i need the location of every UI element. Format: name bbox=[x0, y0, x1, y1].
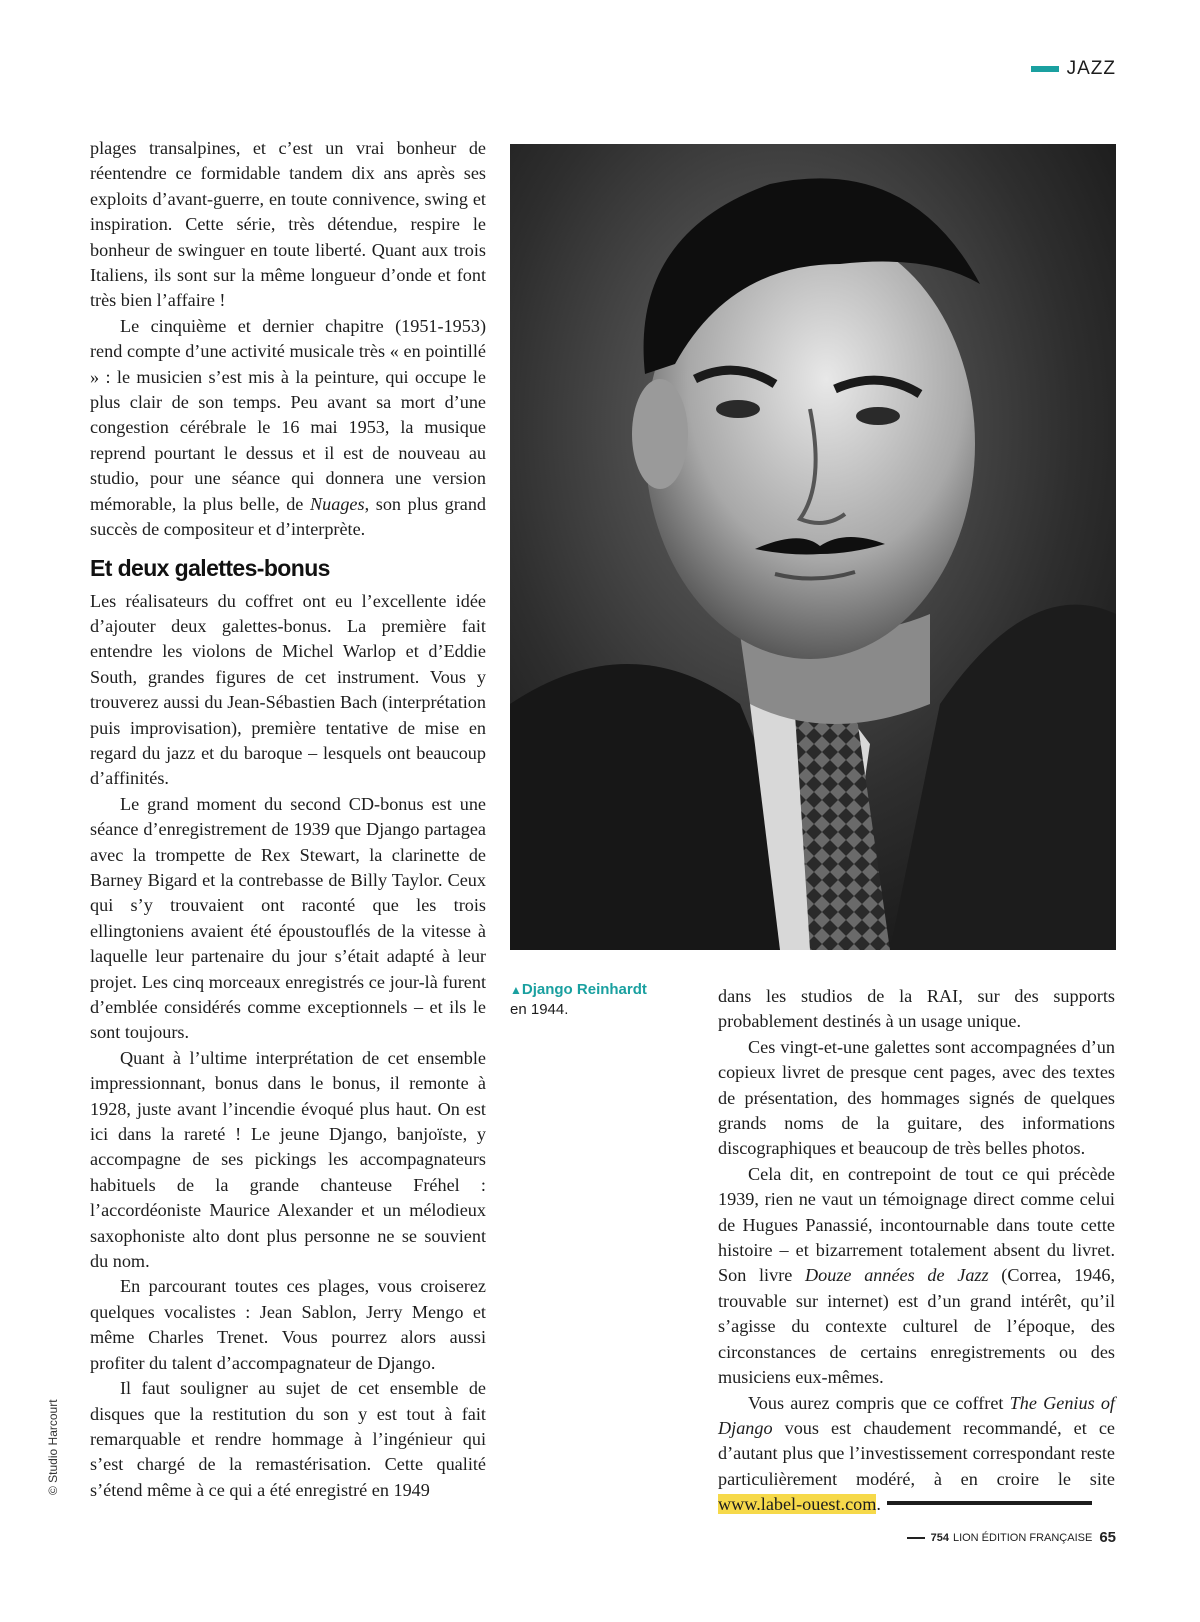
website-link[interactable]: www.label-ouest.com bbox=[718, 1494, 877, 1515]
paragraph: Il faut souligner au sujet de cet ensemble de disques que la restitution du son y est tout à fait remarquable et rendre hommage à l’ingénieur qui s’est chargé de la remastérisation. Cette qualité s’étend même à ce qui a été enregistré en 1949 bbox=[90, 1378, 486, 1500]
section-tag bbox=[1031, 58, 1116, 80]
portrait-illustration bbox=[510, 144, 1116, 950]
photo-caption bbox=[510, 980, 710, 1020]
footer-dash bbox=[907, 1537, 925, 1539]
triangle-up-icon: ▲ bbox=[510, 983, 522, 997]
text-run: vous est chaudement recommandé, et ce d’autant plus que l’investissement correspondant reste particulièrement modéré, à en croire le site bbox=[718, 1417, 1115, 1489]
paragraph: Ces vingt-et-une galettes sont accompagnées d’un copieux livret de presque cent pages, avec des textes de présentation, des hommages signés de quelques grands noms de la guitare, des informations discographiques et beaucoup de très belles photos. bbox=[718, 1036, 1115, 1159]
text-run: Le cinquième et dernier chapitre (1951-1953) rend compte d’une activité musicale très « en pointillé » : le musicien s’est mis à la peinture, qui occupe le plus clair de son temps. Peu avant sa mort d’une congestion cérébrale le 16 mai 1953, la musique reprend pourtant le dessus et il est de nouveau au studio, pour une séance qui donnera une version mémorable, la plus belle, de bbox=[90, 315, 486, 514]
section-accent-bar bbox=[1031, 66, 1059, 72]
paragraph: Quant à l’ultime interprétation de cet ensemble impressionnant, bonus dans le bonus, il remonte à 1928, juste avant l’incendie évoqué plus haut. On est ici dans la rareté ! Le jeune Django, banjoïste, y accompagne de ses pickings les accompagnateurs habituels de la grande chanteuse Fréhel : l’accordéoniste Maurice Alexander et un mélodieux saxophoniste alto dont plus personne ne se souvient du nom. bbox=[90, 1047, 486, 1272]
paragraph: plages transalpines, et c’est un vrai bonheur de réentendre ce formidable tandem dix ans après ses exploits d’avant-guerre, en toute connivence, swing et inspiration. Cette série, très détendue, respire le bonheur de swinguer en toute liberté. Quant aux trois Italiens, ils sont sur la même longueur d’onde et font très bien l’affaire ! bbox=[90, 138, 486, 311]
text-run: Vous aurez compris que ce coffret bbox=[748, 1392, 1010, 1413]
caption-date: en 1944. bbox=[510, 1001, 569, 1018]
italic-title: Nuages bbox=[310, 493, 365, 514]
page-footer bbox=[907, 1529, 1116, 1546]
text-run: , son plus grand succès de compositeur et d’interprète. bbox=[90, 493, 487, 540]
text-run: Cela dit, en contrepoint de tout ce qui précède 1939, rien ne vaut un témoignage direct comme celui de Hugues Panassié, incontournable dans toute cette histoire – et bizarrement totalement absent du livret. Son livre bbox=[718, 1163, 1115, 1286]
paragraph: Le grand moment du second CD-bonus est une séance d’enregistrement de 1939 que Django partagea avec la trompette de Rex Stewart, la clarinette de Barney Bigard et la contrebasse de Billy Taylor. Ceux qui s’y trouvaient ont raconté que les trois ellingtoniens avaient été époustouflés de la vitesse à laquelle leur partenaire du jour s’était adapté à leur projet. Les cinq morceaux enregistrés ce jour-là furent d’emblée considérés comme exceptionnels – et ils le sont toujours. bbox=[90, 793, 486, 1043]
paragraph: dans les studios de la RAI, sur des supports probablement destinés à un usage unique. bbox=[718, 986, 1115, 1032]
page-number: 65 bbox=[1099, 1529, 1116, 1546]
paragraph: En parcourant toutes ces plages, vous croiserez quelques vocalistes : Jean Sablon, Jerry Mengo et même Charles Trenet. Vous pourrez alors aussi profiter du talent d’accompagnateur de Django. bbox=[90, 1276, 486, 1373]
text-run: . bbox=[876, 1494, 881, 1515]
paragraph bbox=[718, 1391, 1115, 1518]
issue-number: 754 bbox=[930, 1531, 949, 1544]
section-heading: Et deux galettes-bonus bbox=[90, 554, 330, 581]
section-label: JAZZ bbox=[1066, 58, 1116, 79]
italic-title: The Genius of Django bbox=[718, 1392, 1115, 1438]
portrait-photo bbox=[510, 144, 1116, 950]
photo-credit: © Studio Harcourt bbox=[46, 1399, 60, 1495]
left-column bbox=[90, 136, 486, 1503]
right-column bbox=[718, 984, 1115, 1518]
paragraph bbox=[718, 1162, 1115, 1391]
publication-name: LION ÉDITION FRANÇAISE bbox=[952, 1531, 1093, 1544]
caption-name: Django Reinhardt bbox=[521, 981, 647, 998]
paragraph bbox=[90, 314, 486, 543]
end-of-article-rule bbox=[887, 1501, 1092, 1505]
paragraph: Les réalisateurs du coffret ont eu l’excellente idée d’ajouter deux galettes-bonus. La première fait entendre les violons de Michel Warlop et d’Eddie South, grandes figures de cet instrument. Vous y trouverez aussi du Jean-Sébastien Bach (interprétation puis improvisation), première tentative de mise en regard du jazz et du baroque – lesquels ont beaucoup d’affinités. bbox=[90, 590, 486, 789]
text-run: (Correa, 1946, trouvable sur internet) est d’un grand intérêt, qu’il s’agisse du contexte culturel de l’époque, des circonstances de certains enregistrements ou des musiciens eux-mêmes. bbox=[718, 1265, 1115, 1388]
italic-title: Douze années de Jazz bbox=[805, 1265, 989, 1286]
